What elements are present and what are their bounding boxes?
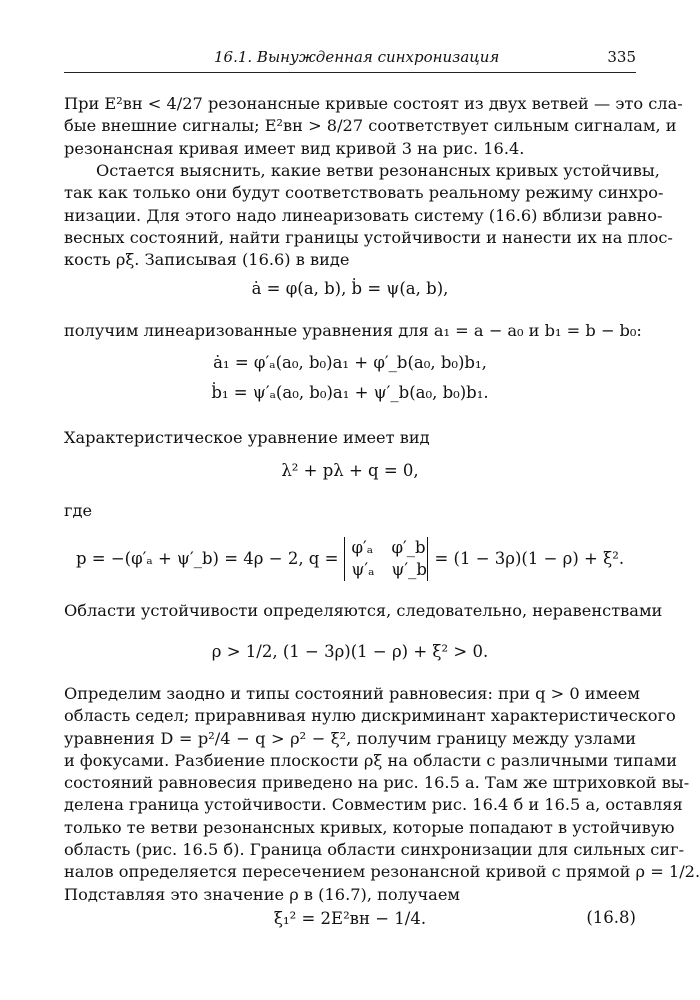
text-line: резонансная кривая имеет вид кривой 3 на рис. 16.4.	[64, 138, 525, 158]
equation-number: (16.8)	[586, 908, 636, 927]
equation-system: ȧ = φ(a, b), ḃ = ψ(a, b),	[251, 279, 449, 298]
text-line: низации. Для этого надо линеаризовать систему (16.6) вблизи равно-	[64, 205, 663, 225]
text-line: Определим заодно и типы состояний равновесия: при q > 0 имеем	[64, 684, 640, 703]
running-head	[64, 48, 636, 70]
text-line: получим линеаризованные уравнения для a₁ = a − a₀ и b₁ = b − b₀:	[64, 321, 642, 340]
text-line: Области устойчивости определяются, следовательно, неравенствами	[64, 601, 663, 620]
text-line: так как только они будут соответствовать реальному режиму синхро-	[64, 183, 664, 203]
linearized-equation-1: ȧ₁ = φ′ₐ(a₀, b₀)a₁ + φ′_b(a₀, b₀)b₁,	[213, 353, 487, 372]
coefficients-right: = (1 − 3ρ)(1 − ρ) + ξ².	[434, 549, 625, 568]
paragraph-5	[64, 500, 636, 522]
linearized-equation-2: ḃ₁ = ψ′ₐ(a₀, b₀)a₁ + ψ′_b(a₀, b₀)b₁.	[211, 383, 489, 402]
determinant	[344, 537, 428, 581]
text-line: Остается выяснить, какие ветви резонансных кривых устойчивы,	[96, 161, 660, 180]
text-line: Характеристическое уравнение имеет вид	[64, 428, 430, 447]
text-line: При E²вн < 4/27 резонансные кривые состоят из двух ветвей — это сла-	[64, 94, 683, 113]
text-line: область седел; приравнивая нулю дискриминант характеристического	[64, 706, 676, 726]
characteristic-equation: λ² + pλ + q = 0,	[281, 461, 419, 480]
text-line: и фокусами. Разбиение плоскости ρξ на области с различными типами	[64, 750, 678, 770]
text-line: уравнения D = p²/4 − q > ρ² − ξ², получим границу между узлами	[64, 728, 636, 748]
coefficients-left: p = −(φ′ₐ + ψ′_b) = 4ρ − 2, q =	[75, 549, 339, 568]
running-title: 16.1. Вынужденная синхронизация	[214, 48, 500, 66]
paragraph-7	[64, 683, 700, 906]
text-line: налов определяется пересечением резонансной кривой с прямой ρ = 1/2.	[64, 862, 700, 882]
text-line: весных состояний, найти границы устойчивости и нанести их на плос-	[64, 227, 673, 247]
paragraph-2	[64, 160, 673, 271]
matrix-cell: ψ′_b	[391, 560, 427, 579]
paragraph-1	[64, 93, 683, 160]
text-line: бые внешние сигналы; E²вн > 8/27 соответствует сильным сигналам, и	[64, 116, 677, 136]
text-line: кость ρξ. Записывая (16.6) в виде	[64, 250, 350, 270]
text-line: только те ветви резонансных кривых, которые попадают в устойчивую	[64, 817, 675, 837]
coefficients-equation	[64, 537, 636, 587]
matrix-cell: φ′ₐ	[351, 538, 374, 557]
stability-inequalities: ρ > 1/2, (1 − 3ρ)(1 − ρ) + ξ² > 0.	[211, 642, 489, 661]
text-line: где	[64, 501, 93, 520]
header-rule	[64, 72, 636, 73]
paragraph-4	[64, 427, 636, 449]
paragraph-6	[64, 600, 663, 622]
text-line: Подставляя это значение ρ в (16.7), получаем	[64, 884, 460, 904]
text-line: делена граница устойчивости. Совместим рис. 16.4 б и 16.5 а, оставляя	[64, 795, 683, 815]
text-line: область (рис. 16.5 б). Граница области синхронизации для сильных сиг-	[64, 840, 685, 860]
matrix-cell: φ′_b	[391, 538, 426, 557]
page-number: 335	[607, 48, 636, 66]
text-line: состояний равновесия приведено на рис. 16.5 а. Там же штриховкой вы-	[64, 773, 690, 793]
equation-16-8: ξ₁² = 2E²вн − 1/4.	[273, 909, 427, 928]
matrix-cell: ψ′ₐ	[351, 560, 375, 579]
paragraph-3	[64, 320, 642, 342]
